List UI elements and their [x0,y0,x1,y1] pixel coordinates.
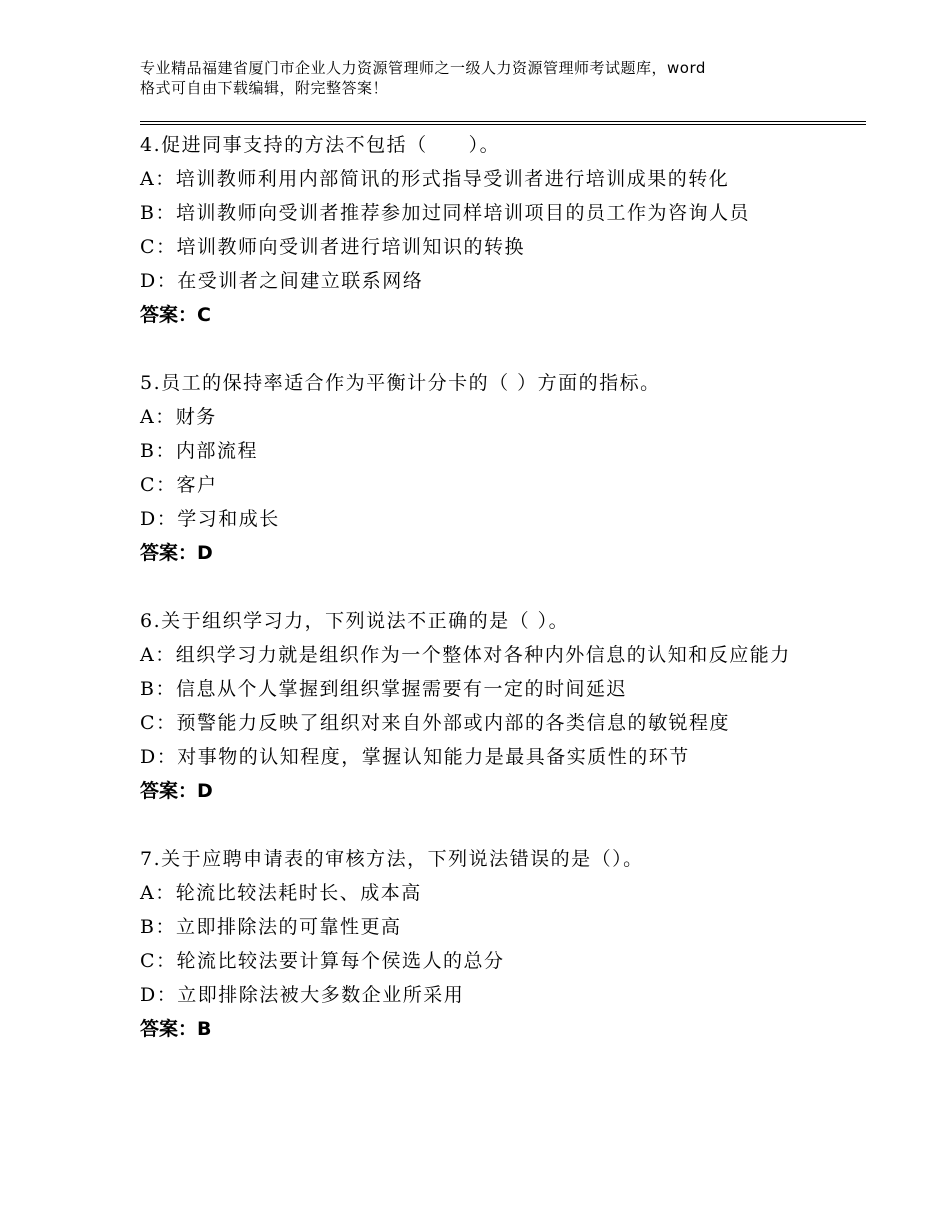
question-stem: 6.关于组织学习力，下列说法不正确的是（ ）。 [140,610,570,632]
option-a: A：轮流比较法耗时长、成本高 [140,882,422,904]
answer: 答案：C [140,304,211,326]
question-list [140,128,820,1046]
question-stem: 4.促进同事支持的方法不包括（ ）。 [140,134,501,156]
question-7 [140,842,820,1046]
document-header [140,58,840,98]
question-stem: 5.员工的保持率适合作为平衡计分卡的（ ）方面的指标。 [140,372,661,394]
question-5 [140,366,820,570]
question-4 [140,128,820,332]
question-6 [140,604,820,808]
option-a: A：培训教师利用内部简讯的形式指导受训者进行培训成果的转化 [140,168,730,190]
option-a: A：财务 [140,406,217,428]
option-d: D：在受训者之间建立联系网络 [140,270,424,292]
option-b: B：信息从个人掌握到组织掌握需要有一定的时间延迟 [140,678,627,700]
answer: 答案：D [140,780,213,802]
option-d: D：学习和成长 [140,508,280,530]
option-c: C：客户 [140,474,218,496]
header-line-1: 专业精品福建省厦门市企业人力资源管理师之一级人力资源管理师考试题库，word [140,59,706,77]
answer: 答案：D [140,542,213,564]
option-b: B：内部流程 [140,440,258,462]
header-rule-bottom [140,124,866,125]
option-c: C：预警能力反映了组织对来自外部或内部的各类信息的敏锐程度 [140,712,731,734]
header-line-2: 格式可自由下载编辑，附完整答案！ [140,79,389,97]
option-d: D：立即排除法被大多数企业所采用 [140,984,465,1006]
answer: 答案：B [140,1018,212,1040]
option-d: D：对事物的认知程度，掌握认知能力是最具备实质性的环节 [140,746,690,768]
header-rule-top [140,121,866,122]
question-stem: 7.关于应聘申请表的审核方法，下列说法错误的是（）。 [140,848,644,870]
option-c: C：轮流比较法要计算每个侯选人的总分 [140,950,505,972]
option-c: C：培训教师向受训者进行培训知识的转换 [140,236,526,258]
option-b: B：培训教师向受训者推荐参加过同样培训项目的员工作为咨询人员 [140,202,750,224]
option-b: B：立即排除法的可靠性更高 [140,916,402,938]
option-a: A：组织学习力就是组织作为一个整体对各种内外信息的认知和反应能力 [140,644,791,666]
